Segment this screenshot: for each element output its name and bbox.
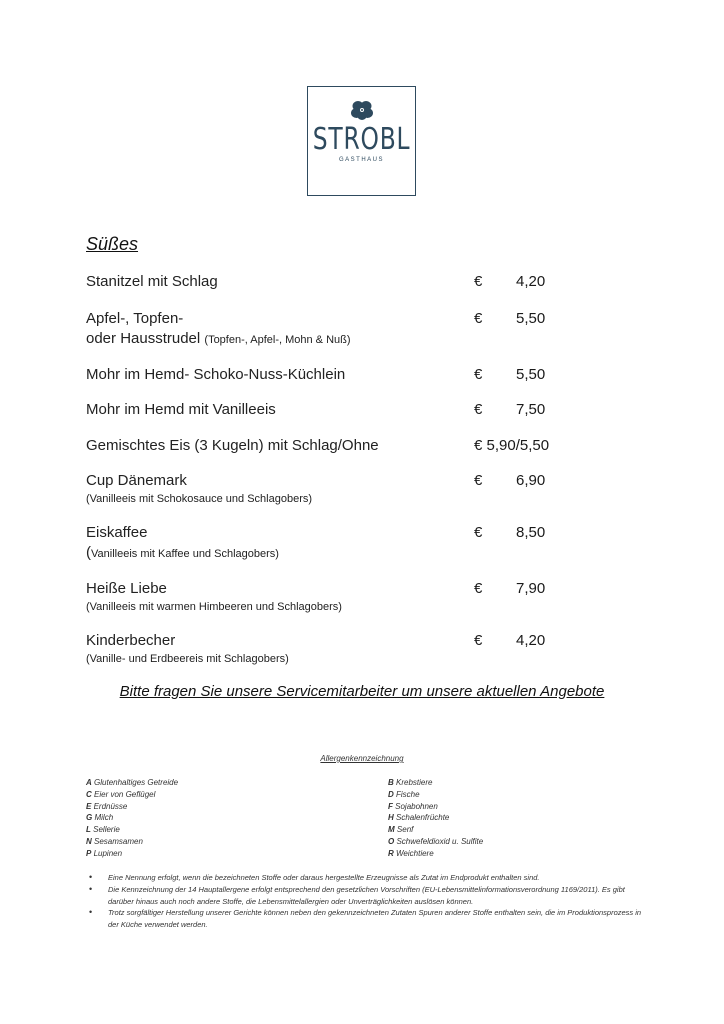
menu-item xyxy=(86,365,566,385)
allergen-entry xyxy=(86,777,178,789)
allergen-label: Glutenhaltiges Getreide xyxy=(94,778,179,787)
item-price: 7,90 xyxy=(516,580,546,597)
menu-item xyxy=(86,400,566,420)
allergen-entry xyxy=(388,848,483,860)
allergen-entry xyxy=(86,836,178,848)
menu-item xyxy=(86,272,566,292)
allergen-entry xyxy=(388,824,483,836)
allergen-entry xyxy=(86,789,178,801)
allergen-label: Erdnüsse xyxy=(93,801,128,811)
allergen-note: • Die Kennzeichnung der 14 Hauptallergene erfolgt entsprechend den gesetzlichen Vorschriften (EU-Lebensmittelinformationsverordnung 1169/2011). Es gibt darüber hinaus auch noch andere Stoffe, die Lebensmittelallergien oder Unverträglichkeiten auslösen können. xyxy=(86,884,646,908)
allergen-entry xyxy=(388,836,483,848)
service-notice: Bitte fragen Sie unsere Servicemitarbeiter um unsere aktuellen Angebote xyxy=(119,683,605,700)
item-price: 4,20 xyxy=(516,632,546,649)
allergen-list-right xyxy=(388,777,483,860)
item-name: Gemischtes Eis (3 Kugeln) mit Schlag/Ohne xyxy=(86,437,379,454)
allergen-code: R xyxy=(388,848,394,858)
allergen-entry xyxy=(86,812,178,824)
allergen-entry xyxy=(388,789,483,801)
menu-item xyxy=(86,309,566,350)
allergen-code: O xyxy=(388,836,395,846)
allergen-code: N xyxy=(86,836,92,846)
item-name: Mohr im Hemd- Schoko-Nuss-Küchlein xyxy=(86,366,346,383)
item-detail: Vanilleeis mit Kaffee und Schlagobers) xyxy=(91,548,279,560)
allergen-code: A xyxy=(86,778,92,787)
menu-item xyxy=(86,523,566,562)
allergen-note: • Trotz sorgfältiger Herstellung unserer Gerichte können neben den gekennzeichneten Zutaten Spuren anderer Stoffe enthalten sein, die im Produktionsprozess in der Küche verwendet werden. xyxy=(86,907,646,931)
item-price: 5,50 xyxy=(516,366,546,383)
allergen-code: B xyxy=(388,778,394,787)
allergen-label: Sellerie xyxy=(93,825,120,835)
allergen-entry xyxy=(86,801,178,813)
item-currency: € xyxy=(474,524,483,541)
allergen-label: Krebstiere xyxy=(396,778,433,787)
allergen-entry xyxy=(388,812,483,824)
item-price: 4,20 xyxy=(516,273,546,290)
item-currency: € xyxy=(474,632,483,649)
allergen-code: G xyxy=(86,813,93,823)
item-price: 8,50 xyxy=(516,524,546,541)
allergen-label: Milch xyxy=(94,813,114,823)
allergen-code: M xyxy=(388,825,395,835)
item-currency: € xyxy=(474,472,483,489)
item-currency: € xyxy=(474,580,483,597)
allergen-code: F xyxy=(388,801,393,811)
allergen-label: Sesamsamen xyxy=(94,836,143,846)
item-price: 5,50 xyxy=(516,310,546,327)
allergen-label: Sojabohnen xyxy=(395,801,438,811)
item-currency: € xyxy=(474,366,483,383)
allergen-label: Fische xyxy=(396,789,420,799)
gasthaus-logo xyxy=(307,86,416,196)
allergen-note: • Eine Nennung erfolgt, wenn die bezeichneten Stoffe oder daraus hergestellte Erzeugnisse als Zutat im Endprodukt enthalten sind. xyxy=(86,872,646,884)
menu-item xyxy=(86,471,566,507)
allergen-code: P xyxy=(86,848,92,858)
item-price: 7,50 xyxy=(516,401,546,418)
item-detail: (Vanille- und Erdbeereis mit Schlagobers) xyxy=(86,653,289,665)
logo-name: STROBL xyxy=(312,122,411,157)
allergen-entry xyxy=(388,801,483,813)
allergen-code: L xyxy=(86,825,91,835)
allergen-entry xyxy=(388,777,483,789)
item-name: Mohr im Hemd mit Vanilleeis xyxy=(86,401,276,418)
item-name: Apfel-, Topfen- xyxy=(86,310,184,327)
flower-logo-icon xyxy=(350,99,374,121)
section-title: Süßes xyxy=(86,234,139,254)
logo-subtitle: GASTHAUS xyxy=(338,157,384,163)
allergen-code: D xyxy=(388,789,394,799)
allergen-label: Schwefeldioxid u. Sulfite xyxy=(396,836,484,846)
item-detail-paren: ( xyxy=(86,544,91,561)
allergen-label: Schalenfrüchte xyxy=(396,813,450,823)
item-name: Heiße Liebe xyxy=(86,580,167,597)
item-name: Eiskaffee xyxy=(86,524,148,541)
allergen-notes xyxy=(86,872,646,931)
item-detail: (Topfen-, Apfel-, Mohn & Nuß) xyxy=(204,334,351,346)
item-name: Stanitzel mit Schlag xyxy=(86,273,218,290)
allergen-label: Eier von Geflügel xyxy=(94,789,156,799)
menu-item xyxy=(86,631,566,667)
allergen-list-left xyxy=(86,777,178,860)
item-name-continued: oder Hausstrudel xyxy=(86,330,201,347)
menu-item xyxy=(86,579,566,615)
allergen-code: C xyxy=(86,789,92,799)
item-name-line2 xyxy=(86,329,566,350)
item-currency: € xyxy=(474,273,483,290)
allergen-entry xyxy=(86,824,178,836)
item-detail-row xyxy=(86,545,566,562)
item-name: Kinderbecher xyxy=(86,632,176,649)
item-price: 6,90 xyxy=(516,472,546,489)
allergen-label: Lupinen xyxy=(93,848,123,858)
item-price: € 5,90/5,50 xyxy=(474,437,550,454)
allergen-code: E xyxy=(86,801,92,811)
allergen-title: Allergenkennzeichnung xyxy=(320,754,404,763)
menu-item xyxy=(86,436,566,456)
item-name: Cup Dänemark xyxy=(86,472,187,489)
item-currency: € xyxy=(474,310,483,327)
allergen-entry xyxy=(86,848,178,860)
item-detail: (Vanilleeis mit Schokosauce und Schlagobers) xyxy=(86,493,313,505)
allergen-label: Weichtiere xyxy=(396,848,434,858)
item-currency: € xyxy=(474,401,483,418)
item-detail: (Vanilleeis mit warmen Himbeeren und Schlagobers) xyxy=(86,601,342,613)
allergen-label: Senf xyxy=(396,825,414,835)
allergen-code: H xyxy=(388,813,394,823)
